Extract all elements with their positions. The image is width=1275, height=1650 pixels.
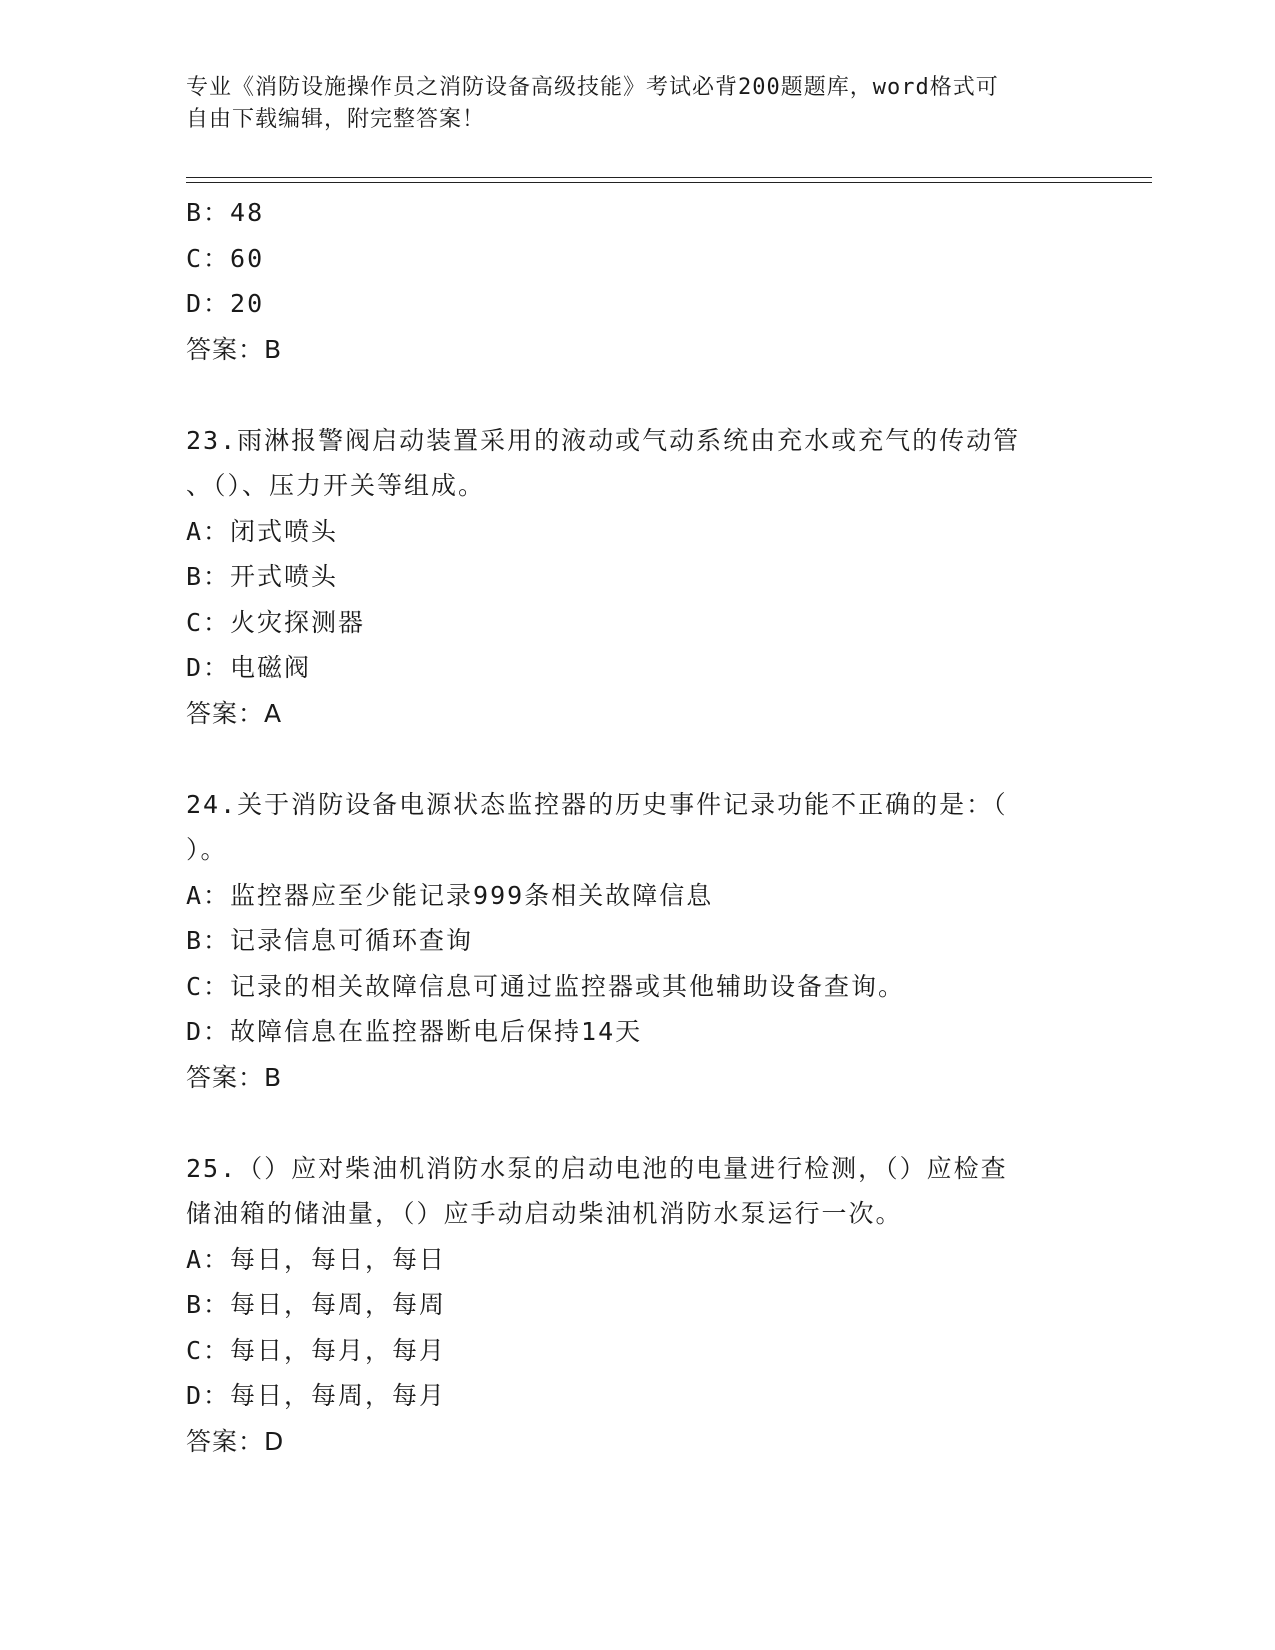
option-d: D：电磁阀 bbox=[186, 653, 312, 682]
question-stem-line-2: ）。 bbox=[186, 835, 228, 864]
question-25 bbox=[186, 1146, 1086, 1465]
option-b: B：开式喷头 bbox=[186, 562, 339, 591]
question-stem-line-1: 24.关于消防设备电源状态监控器的历史事件记录功能不正确的是：（ bbox=[186, 789, 1008, 819]
spacer bbox=[186, 1100, 1086, 1146]
option-a: A：监控器应至少能记录999条相关故障信息 bbox=[186, 880, 714, 910]
option-b: B：48 bbox=[186, 198, 265, 227]
header-title-line-1: 专业《消防设施操作员之消防设备高级技能》考试必背200题题库，word格式可 bbox=[186, 75, 999, 100]
question-stem-line-2: 储油箱的储油量，（）应手动启动柴油机消防水泵运行一次。 bbox=[186, 1199, 903, 1228]
question-stem-line-2: 、（）、压力开关等组成。 bbox=[186, 471, 486, 500]
option-a: A：闭式喷头 bbox=[186, 516, 339, 546]
question-23 bbox=[186, 418, 1086, 737]
question-stem-line-1: 23.雨淋报警阀启动装置采用的液动或气动系统由充水或充气的传动管 bbox=[186, 425, 1021, 455]
question-24 bbox=[186, 782, 1086, 1101]
option-b: B：记录信息可循环查询 bbox=[186, 926, 474, 955]
question-stem-line-1: 25.（）应对柴油机消防水泵的启动电池的电量进行检测，（）应检查 bbox=[186, 1153, 1008, 1183]
option-d: D：20 bbox=[186, 289, 265, 318]
answer-line: 答案：D bbox=[186, 1426, 285, 1456]
option-d: D：每日，每周，每月 bbox=[186, 1381, 447, 1410]
option-d: D：故障信息在监控器断电后保持14天 bbox=[186, 1017, 643, 1046]
answer-line: 答案：A bbox=[186, 698, 283, 728]
document-body bbox=[186, 190, 1086, 1464]
option-c: C：每日，每月，每月 bbox=[186, 1335, 447, 1365]
option-c: C：60 bbox=[186, 243, 265, 273]
header-divider-bottom bbox=[186, 182, 1152, 183]
option-c: C：记录的相关故障信息可通过监控器或其他辅助设备查询。 bbox=[186, 971, 906, 1001]
option-b: B：每日，每周，每周 bbox=[186, 1290, 447, 1319]
spacer bbox=[186, 372, 1086, 418]
answer-line: 答案：B bbox=[186, 1062, 283, 1092]
answer-line: 答案：B bbox=[186, 334, 283, 364]
option-c: C：火灾探测器 bbox=[186, 607, 366, 637]
question-22-continuation bbox=[186, 190, 1086, 372]
option-a: A：每日，每日，每日 bbox=[186, 1244, 447, 1274]
header-divider-top bbox=[186, 177, 1152, 178]
spacer bbox=[186, 736, 1086, 782]
document-header bbox=[186, 72, 1066, 136]
header-title-line-2: 自由下载编辑，附完整答案！ bbox=[186, 107, 486, 132]
